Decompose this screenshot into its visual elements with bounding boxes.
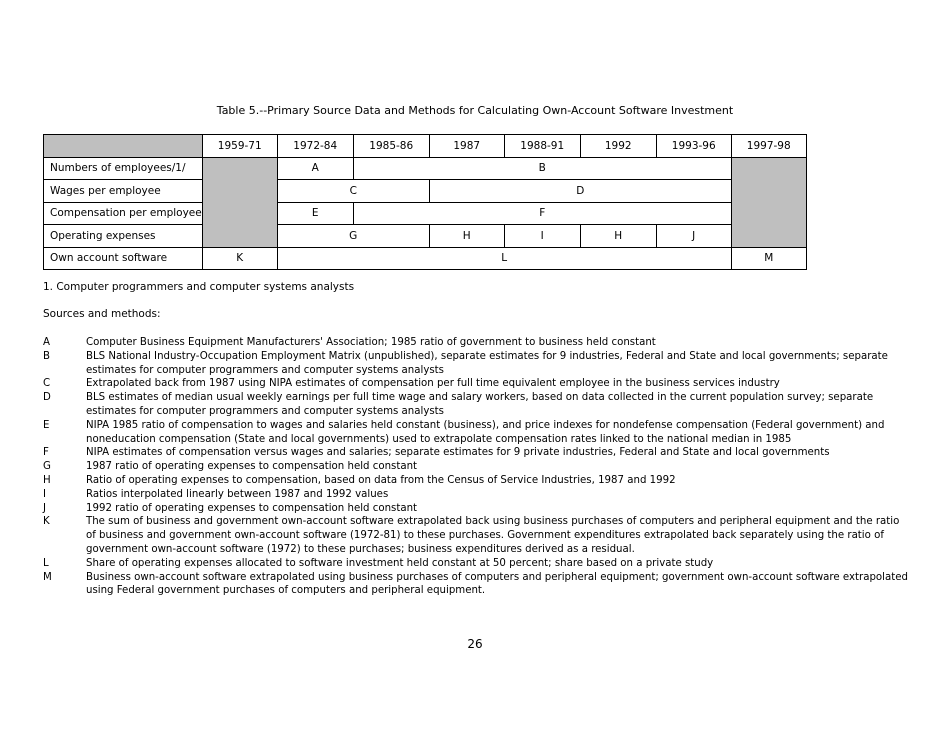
source-letter: C [43,378,51,390]
list-item [43,336,909,350]
source-letter: I [43,488,47,500]
source-text: Computer Business Equipment Manufacturers' Association; 1985 ratio of government to business held constant [86,337,656,348]
header-corner-cell [44,135,203,158]
list-item [43,391,909,419]
method-cell: E [277,202,353,225]
period-header: 1992 [580,135,656,158]
method-cell: B [353,157,731,180]
period-header: 1959-71 [202,135,277,158]
list-item [43,571,909,599]
list-item [43,488,909,502]
period-header: 1997-98 [731,135,806,158]
method-cell: L [277,247,731,270]
source-letter: B [43,350,50,362]
list-item [43,377,909,391]
source-letter: F [43,447,49,459]
source-text: The sum of business and government own-account software extrapolated back using business purchases of computers and peripheral equipment and the ratio of business and government own-account software (1972-81) to these purchases. Government expenditures extrapolated back separately using the ratio of government own-account software (1972) to these purchases; business expenditures derived as a residual. [86,516,900,555]
list-item [43,419,909,447]
source-text: BLS estimates of median usual weekly earnings per full time wage and salary workers, based on data collected in the current population survey; separate estimates for computer programmers and computer systems analysts [86,392,874,417]
source-letter: L [43,557,49,569]
table-title: Table 5.--Primary Source Data and Methods for Calculating Own-Account Software Investment [216,104,734,117]
source-letter: E [43,419,50,431]
source-text: Business own-account software extrapolated using business purchases of computers and peripheral equipment; government own-account software extrapolated using Federal government purchases of computers and peripheral equipment. [86,571,908,597]
period-header: 1987 [429,135,504,158]
list-item [43,557,909,571]
method-cell: D [429,180,731,203]
source-letter: M [43,571,52,583]
source-text: Share of operating expenses allocated to software investment held constant at 50 percent; share based on a private study [86,557,714,569]
table-row [44,225,807,248]
source-letter: A [43,337,50,348]
method-cell: K [202,247,277,270]
page-number: 26 [467,637,483,651]
method-cell: I [504,225,580,248]
source-text: Ratio of operating expenses to compensation, based on data from the Census of Service Industries, 1987 and 1992 [86,474,676,486]
table-row [44,157,807,180]
source-text: Extrapolated back from 1987 using NIPA estimates of compensation per full time equivalent employee in the business services industry [86,378,780,390]
source-letter: H [43,474,51,486]
source-text: Ratios interpolated linearly between 1987 and 1992 values [86,488,389,500]
period-header: 1972-84 [277,135,353,158]
list-item [43,446,909,460]
gray-filler-cell [202,157,277,247]
sources-list [43,336,909,598]
list-item [43,502,909,516]
source-methods-table [43,134,807,270]
list-item [43,350,909,378]
method-cell: H [580,225,656,248]
source-letter: D [43,392,51,404]
row-label: Wages per employee [44,180,203,203]
source-text: NIPA estimates of compensation versus wages and salaries; separate estimates for 9 private industries, Federal and State and local governments [86,447,830,459]
list-item [43,515,909,556]
source-text: 1987 ratio of operating expenses to compensation held constant [86,461,418,473]
method-cell: C [277,180,429,203]
row-label: Numbers of employees/1/ [44,157,203,180]
table-row [44,247,807,270]
table-row [44,180,807,203]
source-letter: G [43,461,51,473]
source-letter: K [43,516,50,528]
period-header: 1993-96 [656,135,731,158]
method-cell: F [353,202,731,225]
list-item [43,474,909,488]
method-cell: H [429,225,504,248]
method-cell: A [277,157,353,180]
row-label: Compensation per employee [44,202,203,225]
gray-filler-cell [731,157,806,247]
source-text: NIPA 1985 ratio of compensation to wages and salaries held constant (business), and price indexes for nondefense compensation (Federal government) and noneducation compensation (State and local governments) used to extrapolate compensation rates linked to the national median in 1985 [86,419,885,445]
period-header: 1985-86 [353,135,429,158]
source-letter: J [43,502,47,514]
row-label: Operating expenses [44,225,203,248]
source-text: BLS National Industry-Occupation Employment Matrix (unpublished), separate estimates for 9 industries, Federal and State and local governments; separate estimates for computer programmers and computer systems analysts [86,350,888,376]
table-header-row [44,135,807,158]
method-cell: M [731,247,806,270]
table-row [44,202,807,225]
method-cell: J [656,225,731,248]
source-text: 1992 ratio of operating expenses to compensation held constant [86,502,418,514]
method-cell: G [277,225,429,248]
list-item [43,460,909,474]
sources-heading: Sources and methods: [43,308,161,320]
row-label: Own account software [44,247,203,270]
period-header: 1988-91 [504,135,580,158]
table-footnote: 1. Computer programmers and computer systems analysts [43,281,355,293]
